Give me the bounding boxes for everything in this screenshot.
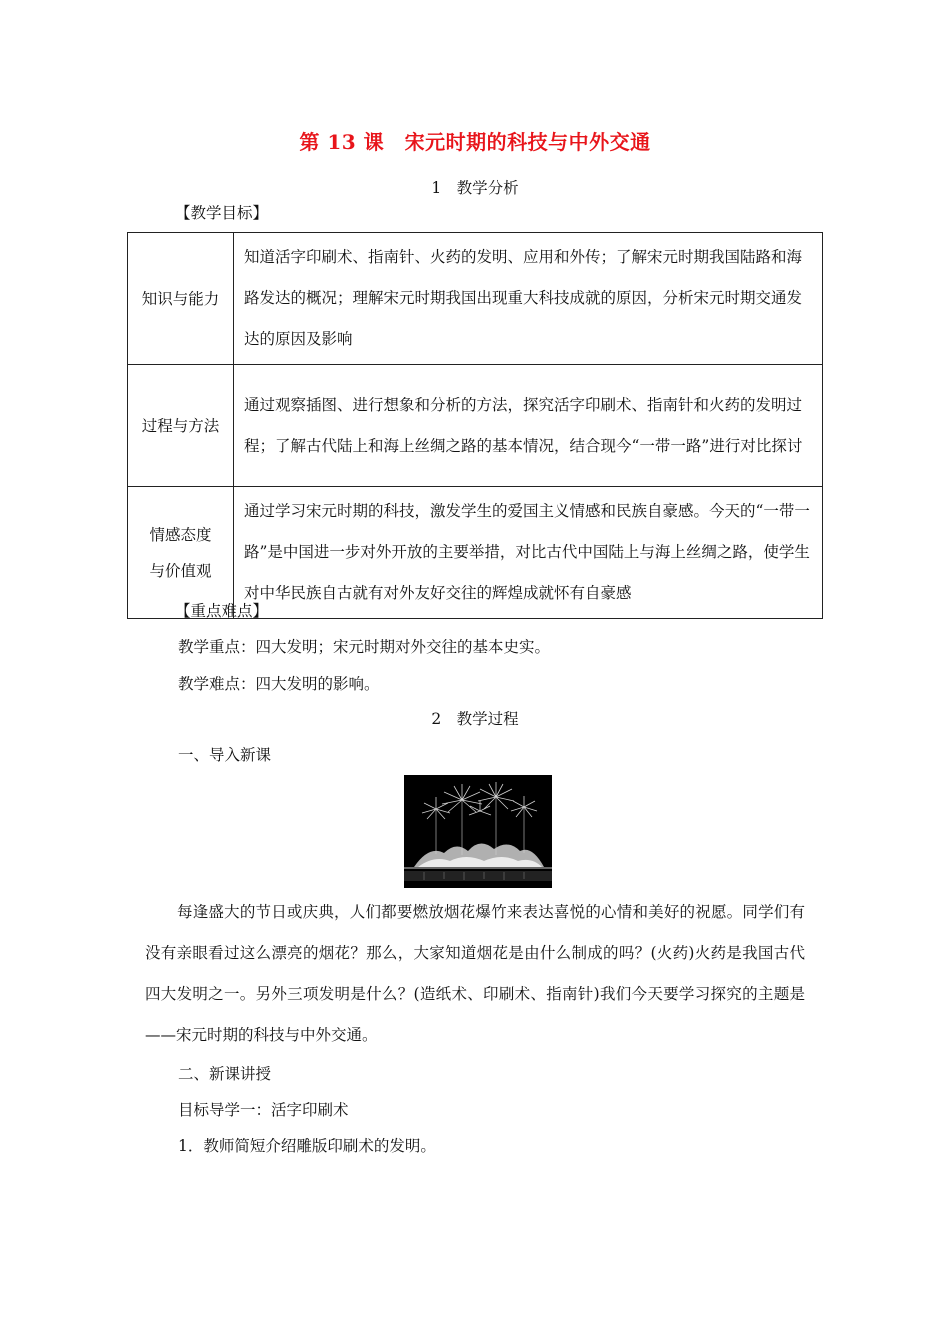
step-text: 1．教师简短介绍雕版印刷术的发明。 (178, 1137, 436, 1155)
objective-label: 过程与方法 (128, 365, 234, 487)
objectives-label: 【教学目标】 (175, 204, 269, 222)
key-points-label: 【重点难点】 (175, 602, 269, 620)
page-title: 第 13 课 宋元时期的科技与中外交通 (299, 130, 651, 154)
objectives-table (127, 232, 823, 619)
goal-heading: 目标导学一：活字印刷术 (178, 1101, 349, 1119)
intro-paragraph: 每逢盛大的节日或庆典，人们都要燃放烟花爆竹来表达喜悦的心情和美好的祝愿。同学们有没有亲眼看过这么漂亮的烟花？那么，大家知道烟花是由什么制成的吗？(火药)火药是我国古代四大发明之一。另外三项发明是什么？(造纸术、印刷术、指南针)我们今天要学习探究的主题是——宋元时期的科技与中外交通。 (145, 903, 805, 1044)
objective-label: 知识与能力 (128, 233, 234, 365)
new-lesson-heading: 二、新课讲授 (178, 1065, 272, 1083)
key-point-text: 教学重点：四大发明；宋元时期对外交往的基本史实。 (178, 638, 551, 656)
objective-content: 通过学习宋元时期的科技，激发学生的爱国主义情感和民族自豪感。今天的“一带一路”是中国进一步对外开放的主要举措，对比古代中国陆上与海上丝绸之路，使学生对中华民族自古就有对外友好交往的辉煌成就怀有自豪感 (234, 487, 823, 619)
objective-content: 知道活字印刷术、指南针、火药的发明、应用和外传；了解宋元时期我国陆路和海路发达的概况；理解宋元时期我国出现重大科技成就的原因，分析宋元时期交通发达的原因及影响 (234, 233, 823, 365)
difficult-point-text: 教学难点：四大发明的影响。 (178, 675, 380, 693)
objective-label-text: 情感态度与价值观 (149, 525, 212, 580)
section-heading-process: 2 教学过程 (431, 710, 519, 728)
fireworks-photo (404, 775, 552, 888)
objective-content: 通过观察插图、进行想象和分析的方法，探究活字印刷术、指南针和火药的发明过程；了解古代陆上和海上丝绸之路的基本情况，结合现今“一带一路”进行对比探讨 (234, 365, 823, 487)
table-row (128, 233, 823, 365)
intro-heading: 一、导入新课 (178, 746, 272, 764)
table-row (128, 365, 823, 487)
section-heading-analysis: 1 教学分析 (431, 179, 519, 197)
